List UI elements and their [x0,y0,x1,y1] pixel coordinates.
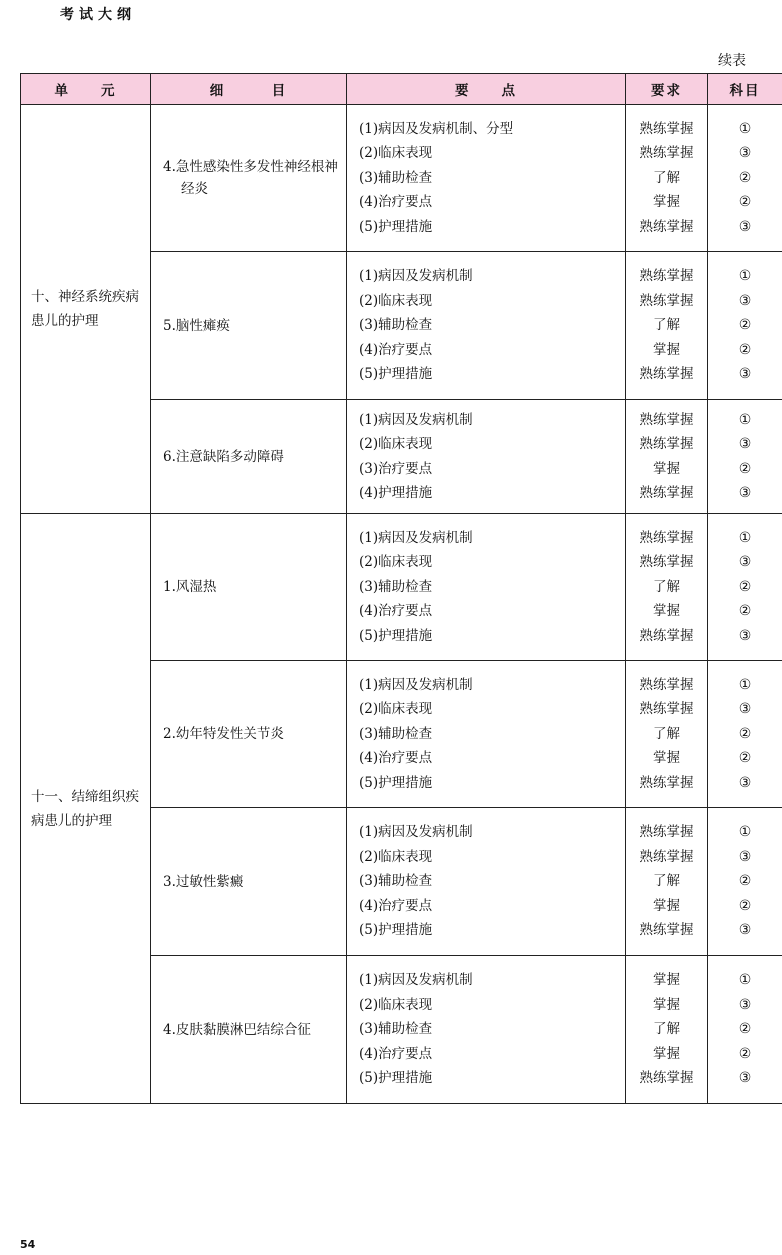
subj-cell [708,956,782,1104]
requirement-item: 熟练掌握 [639,120,694,137]
subject-item: ① [738,268,752,285]
detail-name: 3.过敏性紫癜 [163,873,244,890]
subject-item: ② [738,603,752,620]
detail-name: 4.急性感染性多发性神经根神经炎 [163,159,338,197]
requirement-item: 熟练掌握 [639,529,694,546]
detail-name: 6.注意缺陷多动障碍 [163,448,284,465]
subject-item: ③ [738,218,752,235]
requirement-item: 熟练掌握 [639,774,694,791]
point-item: (1)病因及发病机制、分型 [359,120,514,137]
requirement-item: 熟练掌握 [639,145,694,162]
point-item: (4)治疗要点 [359,897,433,914]
point-item: (3)辅助检查 [359,169,433,186]
subj-cell [708,252,782,400]
requirement-item: 熟练掌握 [639,268,694,285]
requirement-item: 了解 [653,578,680,595]
table-header-row [21,74,782,105]
requirement-item: 熟练掌握 [639,676,694,693]
point-item: (3)辅助检查 [359,317,433,334]
requirement-item: 熟练掌握 [639,366,694,383]
subj-cell [708,661,782,808]
running-header-title: 考试大纲 [60,7,136,23]
points-cell [347,400,626,514]
point-item: (4)治疗要点 [359,603,433,620]
subject-item: ③ [738,1070,752,1087]
point-item: (5)护理措施 [359,774,433,791]
point-item: (2)临床表现 [359,996,433,1013]
points-cell [347,956,626,1104]
unit-cell: 十一、结缔组织疾病患儿的护理 [21,514,151,1104]
subject-item: ③ [738,554,752,571]
subject-item: ② [738,1021,752,1038]
requirement-item: 熟练掌握 [639,848,694,865]
points-cell [347,808,626,956]
req-cell [626,808,708,956]
point-item: (3)辅助检查 [359,578,433,595]
requirement-item: 熟练掌握 [639,824,694,841]
point-item: (1)病因及发病机制 [359,824,473,841]
subject-item: ③ [738,701,752,718]
subject-item: ③ [738,485,752,501]
detail-cell [151,400,347,514]
column-header-points: 要 点 [347,74,626,105]
point-item: (4)治疗要点 [359,194,433,211]
subject-item: ③ [738,774,752,791]
point-item: (1)病因及发病机制 [359,676,473,693]
subject-item: ② [738,194,752,211]
subject-item: ③ [738,996,752,1013]
point-item: (5)护理措施 [359,366,433,383]
point-item: (4)治疗要点 [359,750,433,767]
requirement-item: 掌握 [653,341,680,358]
subject-item: ② [738,317,752,334]
point-item: (3)辅助检查 [359,725,433,742]
point-item: (4)护理措施 [359,485,433,501]
requirement-item: 掌握 [653,1045,680,1062]
requirement-item: 熟练掌握 [639,485,694,501]
point-item: (1)病因及发病机制 [359,529,473,546]
point-item: (1)病因及发病机制 [359,972,473,989]
point-item: (5)护理措施 [359,1070,433,1087]
subj-cell [708,400,782,514]
detail-name: 5.脑性瘫痪 [163,317,230,334]
subject-item: ② [738,169,752,186]
requirement-item: 熟练掌握 [639,292,694,309]
requirement-item: 掌握 [653,194,680,211]
subject-item: ③ [738,627,752,644]
requirement-item: 熟练掌握 [639,701,694,718]
subject-item: ② [738,578,752,595]
detail-cell [151,661,347,808]
requirement-item: 了解 [653,725,680,742]
req-cell [626,400,708,514]
page-number: 54 [20,1238,36,1251]
points-cell [347,661,626,808]
point-item: (2)临床表现 [359,848,433,865]
detail-cell [151,105,347,252]
point-item: (1)病因及发病机制 [359,411,473,428]
point-item: (3)治疗要点 [359,460,433,477]
column-header-subject: 科目 [708,74,782,105]
requirement-item: 熟练掌握 [639,436,694,452]
point-item: (2)临床表现 [359,436,433,452]
subject-item: ② [738,460,752,477]
subject-item: ② [738,750,752,767]
subject-item: ① [738,972,752,989]
point-item: (4)治疗要点 [359,341,433,358]
table-body [21,105,782,1104]
point-item: (4)治疗要点 [359,1045,433,1062]
table-row [21,514,782,661]
point-item: (2)临床表现 [359,554,433,571]
requirement-item: 熟练掌握 [639,411,694,428]
table-row [21,105,782,252]
detail-cell [151,514,347,661]
requirement-item: 掌握 [653,972,680,989]
req-cell [626,252,708,400]
requirement-item: 熟练掌握 [639,1070,694,1087]
subject-item: ③ [738,436,752,452]
column-header-detail: 细 目 [151,74,347,105]
requirement-item: 掌握 [653,460,680,477]
subject-item: ② [738,725,752,742]
subj-cell [708,514,782,661]
column-header-unit: 单 元 [21,74,151,105]
requirement-item: 了解 [653,317,680,334]
requirement-item: 熟练掌握 [639,922,694,939]
req-cell [626,661,708,808]
req-cell [626,514,708,661]
detail-name: 4.皮肤黏膜淋巴结综合征 [163,1021,311,1038]
point-item: (2)临床表现 [359,292,433,309]
requirement-item: 掌握 [653,897,680,914]
subject-item: ③ [738,145,752,162]
exam-outline-table [20,73,782,1104]
detail-cell [151,252,347,400]
requirement-item: 了解 [653,873,680,890]
requirement-item: 掌握 [653,750,680,767]
unit-cell: 十、神经系统疾病患儿的护理 [21,105,151,514]
subject-item: ① [738,824,752,841]
requirement-item: 掌握 [653,996,680,1013]
point-item: (5)护理措施 [359,218,433,235]
requirement-item: 了解 [653,1021,680,1038]
requirement-item: 熟练掌握 [639,554,694,571]
requirement-item: 熟练掌握 [639,627,694,644]
column-header-requirement: 要求 [626,74,708,105]
point-item: (2)临床表现 [359,701,433,718]
continued-label: 续表 [718,53,746,69]
requirement-item: 了解 [653,169,680,186]
point-item: (5)护理措施 [359,627,433,644]
points-cell [347,252,626,400]
req-cell [626,105,708,252]
subject-item: ③ [738,366,752,383]
subject-item: ① [738,120,752,137]
detail-name: 2.幼年特发性关节炎 [163,726,284,742]
subject-item: ① [738,676,752,693]
subj-cell [708,808,782,956]
req-cell [626,956,708,1104]
requirement-item: 熟练掌握 [639,218,694,235]
subject-item: ③ [738,922,752,939]
subject-item: ② [738,873,752,890]
detail-cell [151,808,347,956]
point-item: (3)辅助检查 [359,1021,433,1038]
point-item: (1)病因及发病机制 [359,268,473,285]
subject-item: ③ [738,292,752,309]
subject-item: ② [738,341,752,358]
detail-cell [151,956,347,1104]
subject-item: ① [738,529,752,546]
point-item: (3)辅助检查 [359,873,433,890]
points-cell [347,514,626,661]
subject-item: ③ [738,848,752,865]
detail-name: 1.风湿热 [163,579,217,595]
point-item: (5)护理措施 [359,922,433,939]
subject-item: ② [738,1045,752,1062]
point-item: (2)临床表现 [359,145,433,162]
subject-item: ① [738,411,752,428]
points-cell [347,105,626,252]
requirement-item: 掌握 [653,603,680,620]
subject-item: ② [738,897,752,914]
subj-cell [708,105,782,252]
